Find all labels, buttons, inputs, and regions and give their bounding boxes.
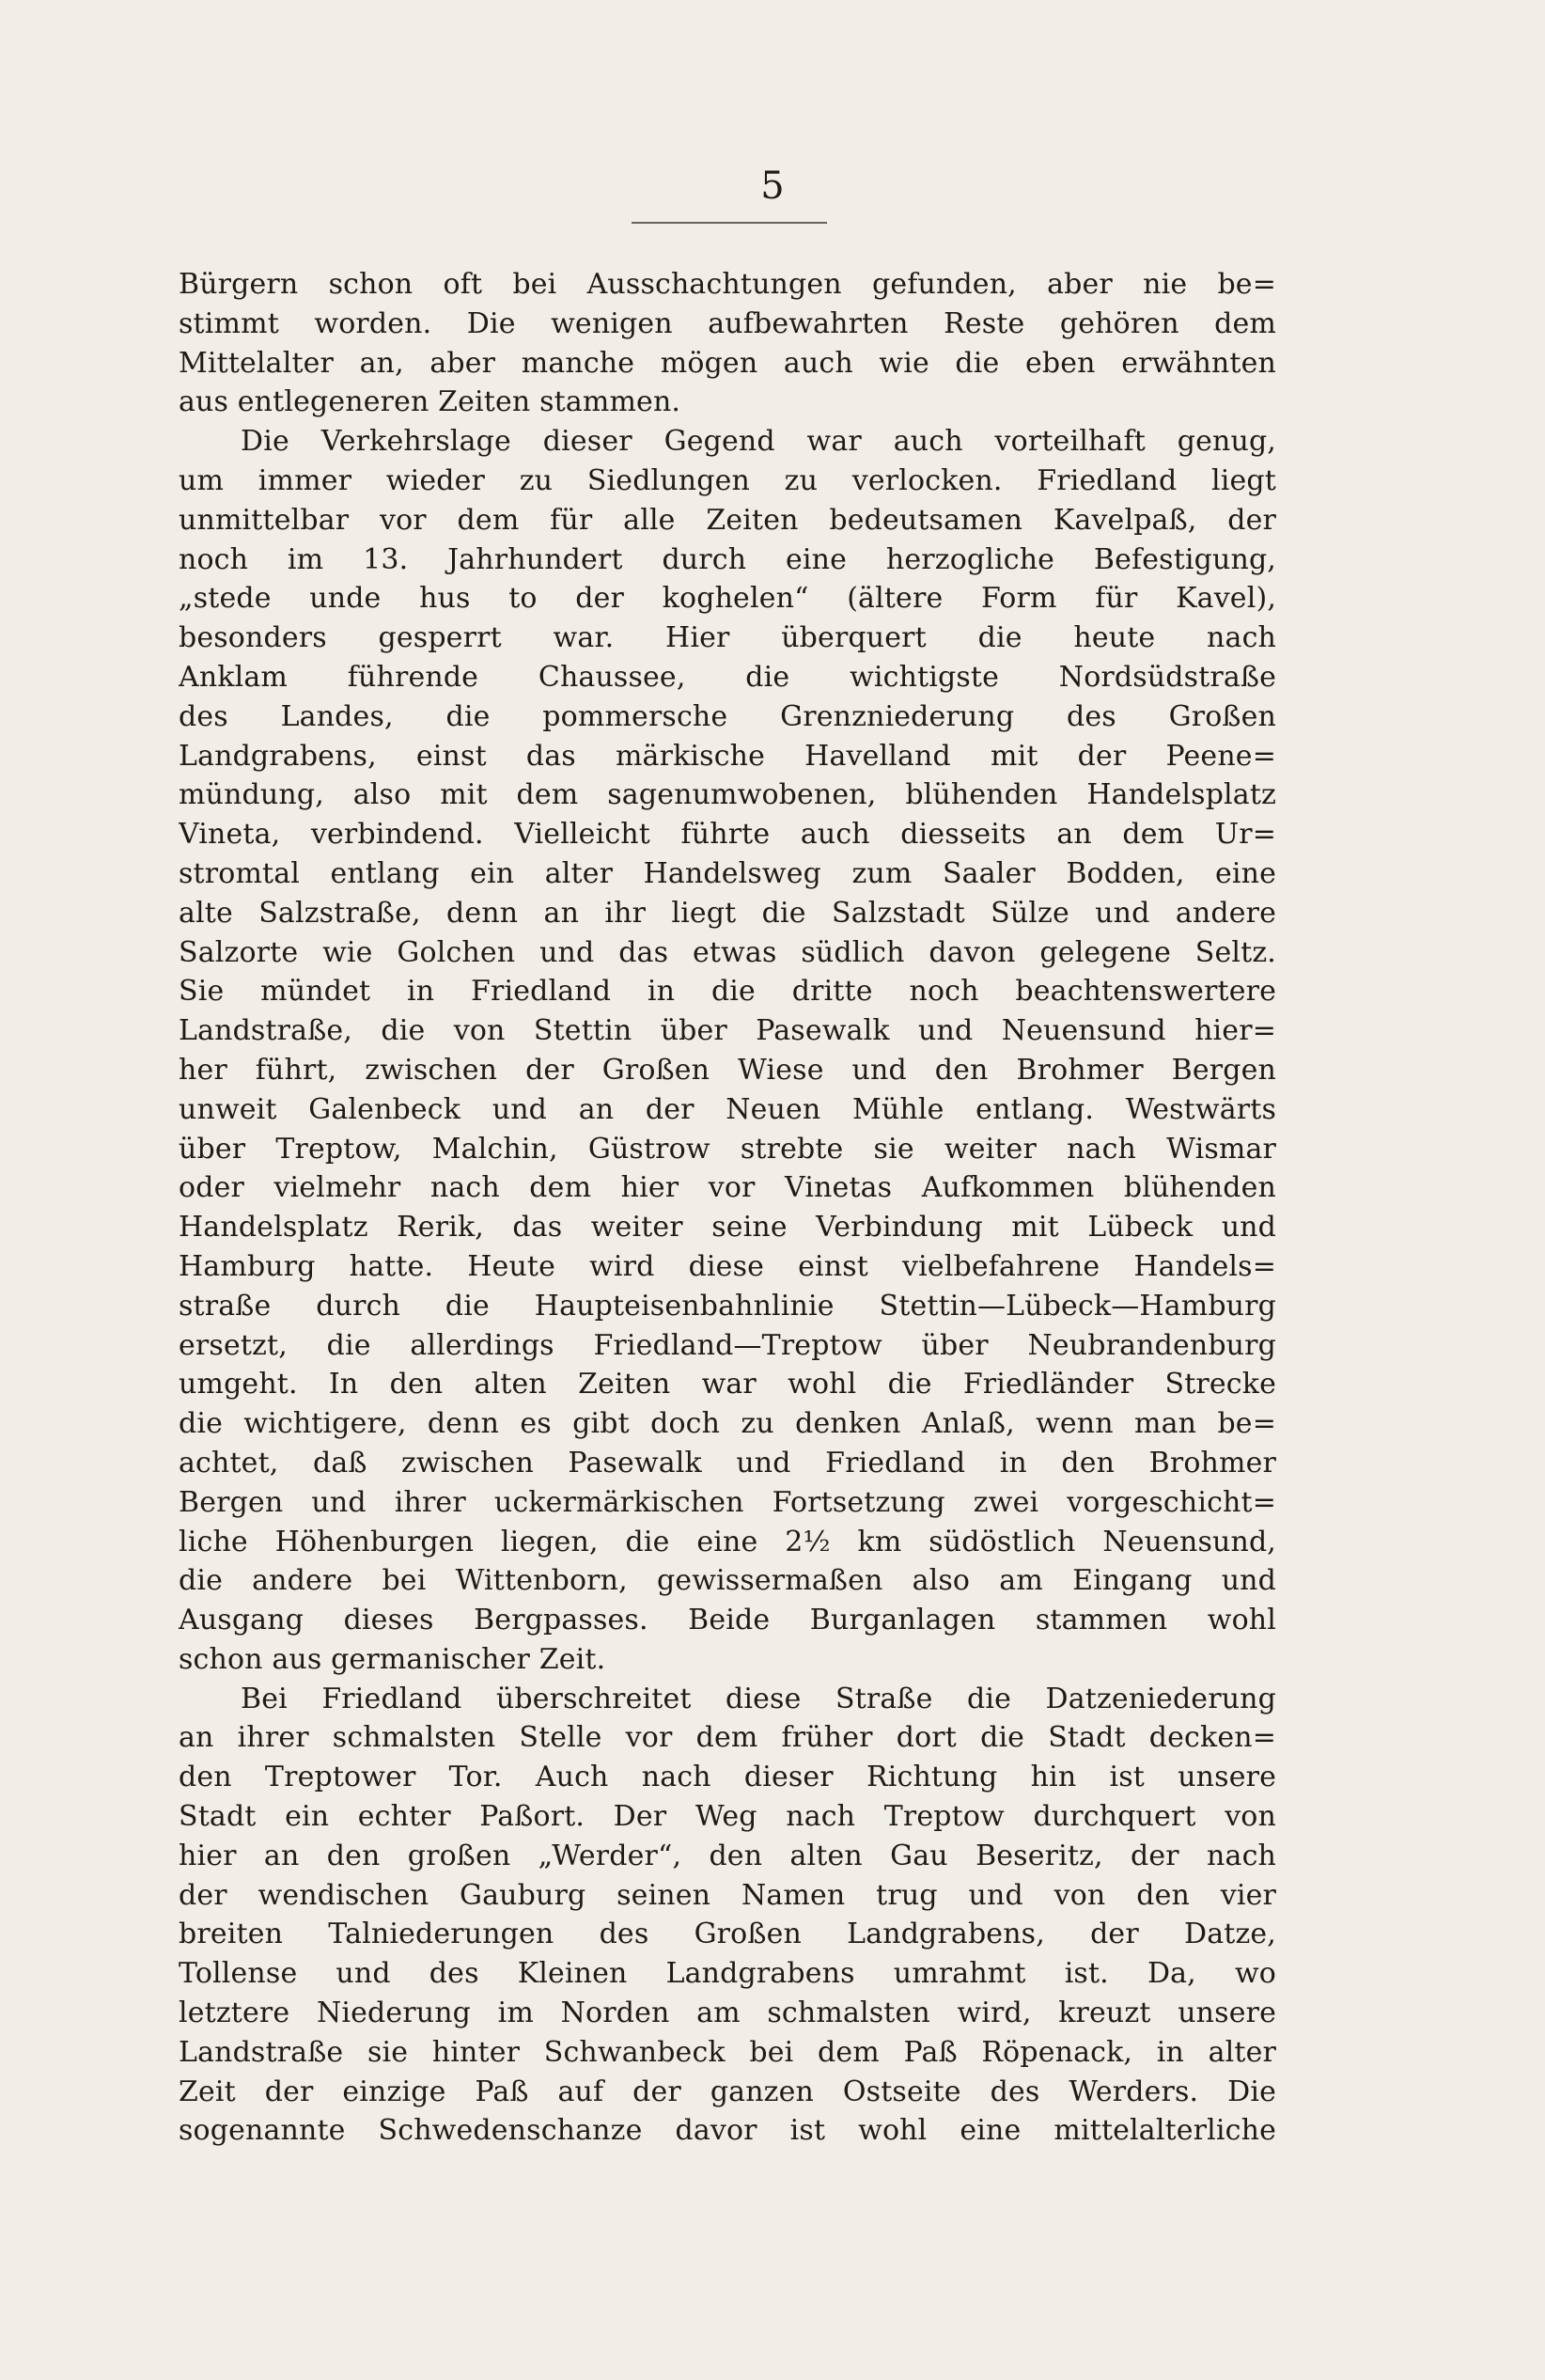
text-line: Handelsplatz Rerik, das weiter seine Verbindung mit Lübeck und [179,1211,1276,1245]
text-line: an ihrer schmalsten Stelle vor dem früher dort die Stadt decken= [179,1721,1276,1755]
text-line: „stede unde hus to der koghelen“ (ältere Form für Kavel), [179,582,1276,616]
text-line: umgeht. In den alten Zeiten war wohl die Friedländer Strecke [179,1368,1276,1401]
text-line: unweit Galenbeck und an der Neuen Mühle entlang. Westwärts [179,1092,1276,1126]
text-line: aus entlegeneren Zeiten stammen. [179,385,681,419]
text-line: Anklam führende Chaussee, die wichtigste Nordsüdstraße [179,660,1276,694]
text-line: Zeit der einzige Paß auf der ganzen Ostseite des Werders. Die [179,2075,1276,2108]
text-line: Sie mündet in Friedland in die dritte noch beachtenswertere [179,975,1276,1009]
body-text [179,265,1276,2151]
text-line: Hamburg hatte. Heute wird diese einst vielbefahrene Handels= [179,1249,1276,1283]
text-line: um immer wieder zu Siedlungen zu verlocken. Friedland liegt [179,463,1276,497]
text-line: her führt, zwischen der Großen Wiese und den Brohmer Bergen [179,1053,1276,1087]
text-line: unmittelbar vor dem für alle Zeiten bedeutsamen Kavelpaß, der [179,503,1276,537]
text-line: den Treptower Tor. Auch nach dieser Richtung hin ist unsere [179,1761,1276,1794]
text-line: liche Höhenburgen liegen, die eine 2½ km südöstlich Neuensund, [179,1525,1276,1558]
text-line: noch im 13. Jahrhundert durch eine herzogliche Befestigung, [179,542,1276,576]
text-line: Landstraße, die von Stettin über Pasewalk und Neuensund hier= [179,1014,1276,1048]
text-line: alte Salzstraße, denn an ihr liegt die Salzstadt Sülze und andere [179,896,1276,930]
text-line: Ausgang dieses Bergpasses. Beide Burganlagen stammen wohl [179,1604,1276,1637]
text-line: die wichtigere, denn es gibt doch zu denken Anlaß, wenn man be= [179,1407,1276,1441]
text-line: ersetzt, die allerdings Friedland—Treptow über Neubrandenburg [179,1328,1276,1362]
text-line: Bürgern schon oft bei Ausschachtungen gefunden, aber nie be= [179,268,1276,301]
text-line: Stadt ein echter Paßort. Der Weg nach Treptow durchquert von [179,1800,1276,1834]
text-line: sogenannte Schwedenschanze davor ist wohl eine mittelalterliche [179,2114,1276,2148]
text-line: Tollense und des Kleinen Landgrabens umrahmt ist. Da, wo [179,1957,1276,1991]
text-line: mündung, also mit dem sagenumwobenen, blühenden Handelsplatz [179,778,1276,812]
text-line: die andere bei Wittenborn, gewissermaßen also am Eingang und [179,1564,1276,1598]
text-line: des Landes, die pommersche Grenzniederung des Großen [179,699,1276,733]
text-line: straße durch die Haupteisenbahnlinie Stettin—Lübeck—Hamburg [179,1289,1276,1323]
text-line: Landstraße sie hinter Schwanbeck bei dem Paß Röpenack, in alter [179,2035,1276,2069]
text-line: über Treptow, Malchin, Güstrow strebte sie weiter nach Wismar [179,1132,1276,1166]
text-line: achtet, daß zwischen Pasewalk und Friedland in den Brohmer [179,1446,1276,1480]
text-line: Vineta, verbindend. Vielleicht führte auch diesseits an dem Ur= [179,818,1276,852]
text-line: oder vielmehr nach dem hier vor Vinetas Aufkommen blühenden [179,1171,1276,1205]
text-line: hier an den großen „Werder“, den alten Gau Beseritz, der nach [179,1839,1276,1872]
text-line: Bergen und ihrer uckermärkischen Fortsetzung zwei vorgeschicht= [179,1485,1276,1519]
page-number-rule [632,222,827,224]
text-line: Bei Friedland überschreitet diese Straße die Datzeniederung [241,1682,1276,1715]
text-line: der wendischen Gauburg seinen Namen trug und von den vier [179,1878,1276,1912]
page-number: 5 [760,164,785,208]
text-line: Die Verkehrslage dieser Gegend war auch vorteilhaft genug, [241,425,1276,459]
text-line: stimmt worden. Die wenigen aufbewahrten Reste gehören dem [179,306,1276,340]
text-line: letztere Niederung im Norden am schmalsten wird, kreuzt unsere [179,1996,1276,2030]
text-line: stromtal entlang ein alter Handelsweg zum Saaler Bodden, eine [179,856,1276,890]
text-line: besonders gesperrt war. Hier überquert die heute nach [179,621,1276,655]
text-line: Landgrabens, einst das märkische Havelland mit der Peene= [179,739,1276,773]
text-line: schon aus germanischer Zeit. [179,1642,606,1676]
text-line: Salzorte wie Golchen und das etwas südlich davon gelegene Seltz. [179,935,1276,969]
text-line: Mittelalter an, aber manche mögen auch wie die eben erwähnten [179,346,1276,380]
text-line: breiten Talniederungen des Großen Landgrabens, der Datze, [179,1918,1276,1951]
